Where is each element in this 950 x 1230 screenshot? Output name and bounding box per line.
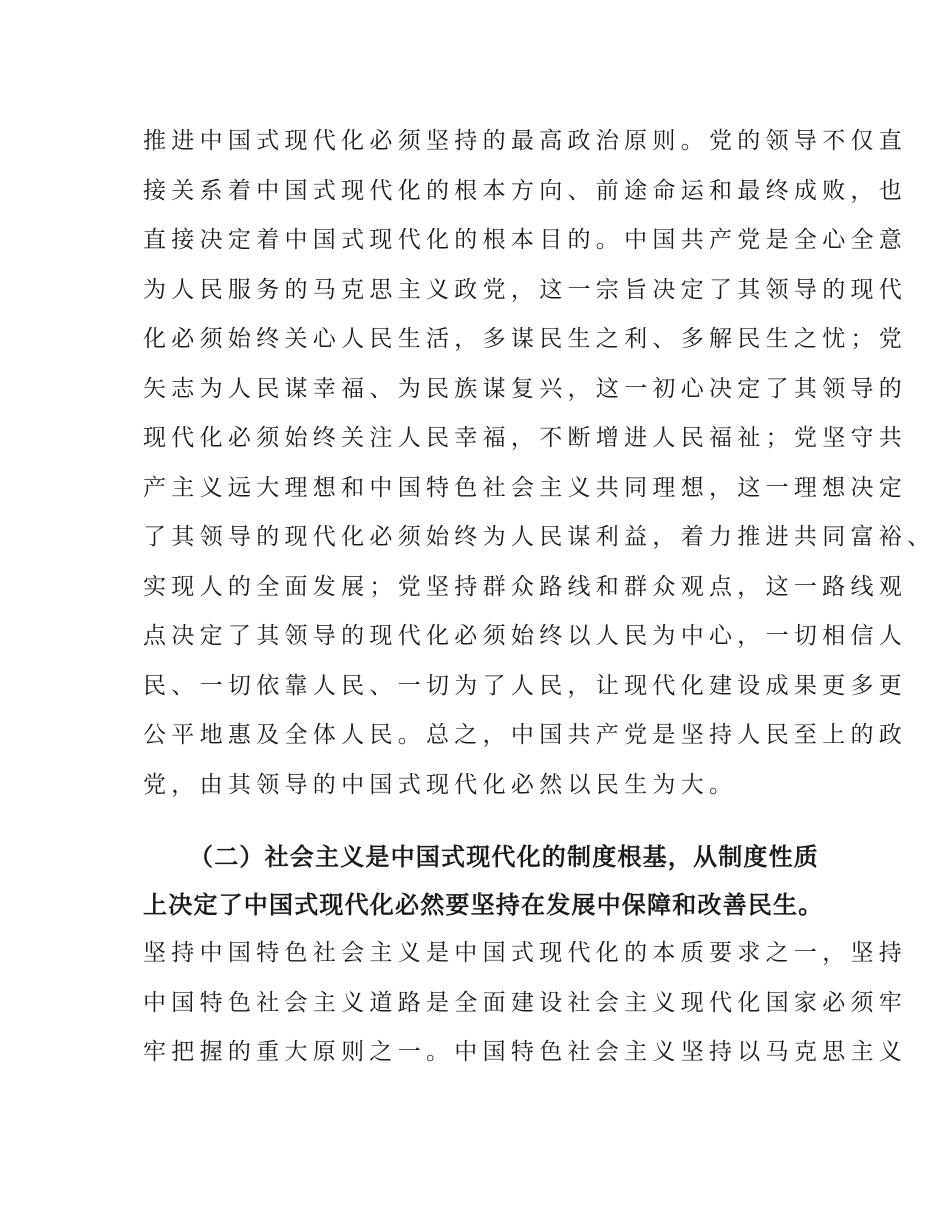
heading-line: （二）社会主义是中国式现代化的制度根基，从制度性质 <box>189 843 819 871</box>
paragraph-line: 点决定了其领导的现代化必须始终以人民为中心，一切相信人 <box>143 623 908 649</box>
paragraph-line: 直接决定着中国式现代化的根本目的。中国共产党是全心全意 <box>143 227 908 253</box>
paragraph-line: 矢志为人民谋幸福、为民族谋复兴，这一初心决定了其领导的 <box>143 375 908 402</box>
paragraph-party-leadership <box>143 117 936 810</box>
section-heading <box>143 833 823 929</box>
paragraph-line: 化必须始终关心人民生活，多谋民生之利、多解民生之忧；党 <box>143 326 908 352</box>
paragraph-line: 实现人的全面发展；党坚持群众路线和群众观点，这一路线观 <box>143 573 908 600</box>
paragraph-line: 推进中国式现代化必须坚持的最高政治原则。党的领导不仅直 <box>143 128 908 154</box>
paragraph-line: 党，由其领导的中国式现代化必然以民生为大。 <box>143 771 738 798</box>
paragraph-line: 中国特色社会主义道路是全面建设社会主义现代化国家必须牢 <box>143 989 908 1016</box>
paragraph-line: 为人民服务的马克思主义政党，这一宗旨决定了其领导的现代 <box>143 276 908 303</box>
paragraph-line: 产主义远大理想和中国特色社会主义共同理想，这一理想决定 <box>143 474 908 501</box>
paragraph-line: 公平地惠及全体人民。总之，中国共产党是坚持人民至上的政 <box>143 722 908 748</box>
paragraph-line: 民、一切依靠人民、一切为了人民，让现代化建设成果更多更 <box>143 672 908 699</box>
paragraph-line: 坚持中国特色社会主义是中国式现代化的本质要求之一，坚持 <box>143 940 908 966</box>
paragraph-line: 牢把握的重大原则之一。中国特色社会主义坚持以马克思主义 <box>143 1039 908 1065</box>
paragraph-socialism <box>143 929 908 1078</box>
paragraph-line: 现代化必须始终关注人民幸福，不断增进人民福祉；党坚守共 <box>143 425 908 451</box>
paragraph-line: 了其领导的现代化必须始终为人民谋利益，着力推进共同富裕、 <box>143 524 936 550</box>
heading-line: 上决定了中国式现代化必然要坚持在发展中保障和改善民生。 <box>143 891 824 919</box>
paragraph-line: 接关系着中国式现代化的根本方向、前途命运和最终成败，也 <box>143 177 908 204</box>
